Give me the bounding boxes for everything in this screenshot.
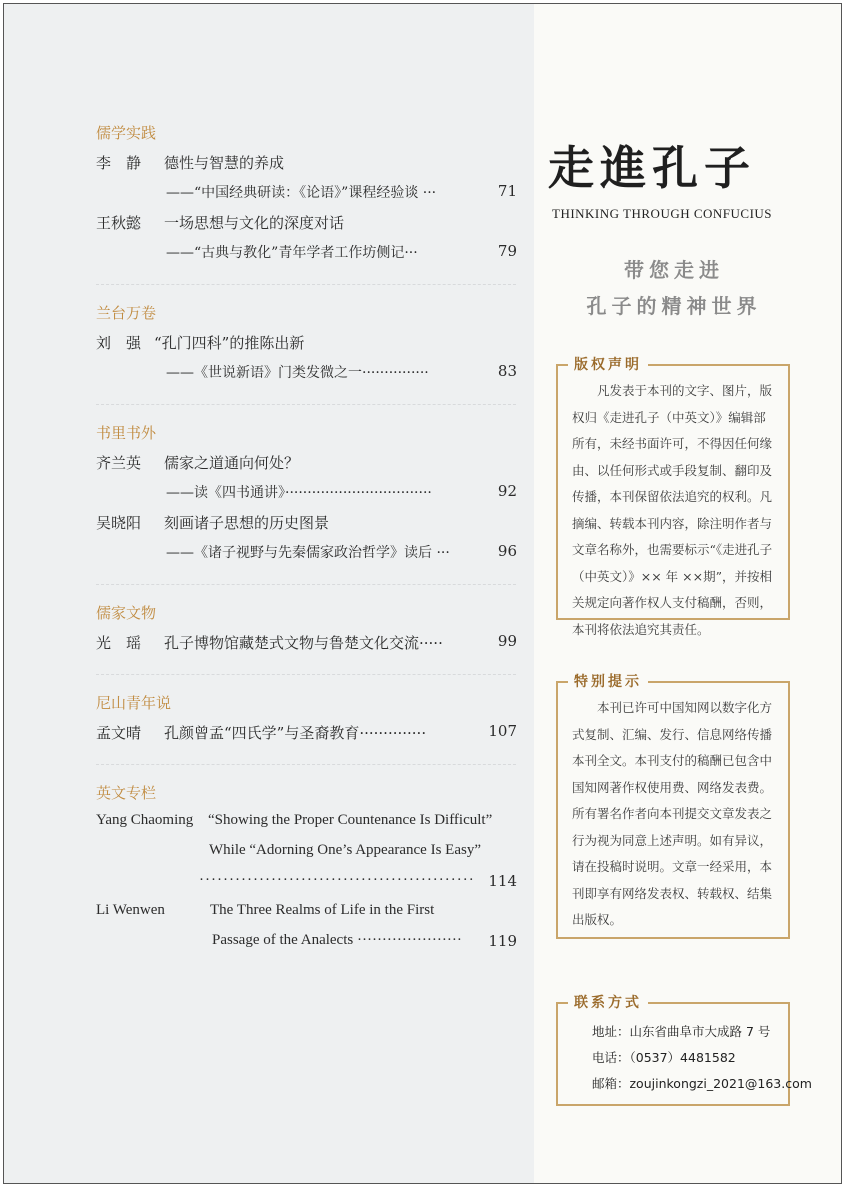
entry-title: 孔颜曾孟“四氏学”与圣裔教育·············· bbox=[164, 724, 427, 742]
section-title: 尼山青年说 bbox=[96, 694, 172, 712]
section-title: 兰台万卷 bbox=[96, 304, 157, 322]
contact-email: 邮箱：zoujinkongzi_2021@163.com bbox=[592, 1076, 812, 1091]
contact-label: 联系方式 bbox=[568, 992, 648, 1012]
magazine-english-name: THINKING THROUGH CONFUCIUS bbox=[552, 206, 773, 221]
notice-label: 特别提示 bbox=[568, 671, 648, 691]
copyright-text: 凡发表于本刊的文字、图片，版权归《走进孔子（中英文）》编辑部所有，未经书面许可，不得因任何缘由、以任何形式或手段复制、翻印及传播，本刊保留依法追究的权利。凡摘编、转载本刊内容，除注明作者与文章名称外，也需要标示“《走进孔子（中英文）》×× 年 ××期”，并按相关规定向著作权人支付稿酬，否则，本刊将依法追究其责任。 bbox=[572, 383, 773, 637]
copyright-label: 版权声明 bbox=[568, 354, 648, 374]
entry-title: The Three Realms of Life in the First bbox=[210, 902, 435, 918]
divider bbox=[96, 284, 516, 285]
entry-page: 114 bbox=[488, 872, 517, 890]
contact-phone: 电话：（0537）4481582 bbox=[592, 1050, 736, 1065]
entry-title: “孔门四科”的推陈出新 bbox=[154, 334, 305, 352]
entry-title: 儒家之道通向何处？ bbox=[164, 454, 300, 472]
notice-text: 本刊已许可中国知网以数字化方式复制、汇编、发行、信息网络传播本刊全文。本刊支付的稿酬已包含中国知网著作权使用费、网络发表费。所有署名作者向本刊提交文章发表之行为视为同意上述声明。如有异议，请在投稿时说明。文章一经采用，本刊即享有网络发表权、转载权、结集出版权。 bbox=[572, 700, 773, 927]
section-title: 儒家文物 bbox=[96, 604, 157, 622]
slogan-line-1: 带您走进 bbox=[624, 258, 724, 282]
section-title: 英文专栏 bbox=[96, 784, 157, 802]
entry-subtitle: ——《世说新语》门类发微之一··············· bbox=[166, 365, 429, 381]
contact-box bbox=[556, 995, 812, 1106]
entry-page: 79 bbox=[497, 242, 517, 260]
entry-author: Li Wenwen bbox=[96, 902, 165, 918]
entry-page: 71 bbox=[497, 182, 517, 200]
entry-page: 99 bbox=[497, 632, 517, 650]
copyright-box bbox=[556, 357, 790, 637]
entry-author: 刘 强 bbox=[96, 334, 142, 352]
entry-page: 92 bbox=[497, 482, 517, 500]
notice-box bbox=[556, 674, 790, 939]
entry-author: 齐兰英 bbox=[96, 454, 142, 472]
entry-page: 83 bbox=[497, 362, 517, 380]
divider bbox=[96, 764, 516, 765]
entry-author: 光 瑶 bbox=[96, 634, 142, 652]
entry-title-continued: While “Adorning One’s Appearance Is Easy” bbox=[209, 842, 481, 858]
entry-author: 孟文晴 bbox=[96, 724, 142, 742]
divider bbox=[96, 404, 516, 405]
magazine-page bbox=[3, 3, 842, 1184]
entry-title: “Showing the Proper Countenance Is Difficult” bbox=[208, 812, 493, 828]
entry-subtitle: ——《诸子视野与先秦儒家政治哲学》读后 ··· bbox=[166, 545, 450, 561]
entry-author: Yang Chaoming bbox=[96, 812, 194, 828]
entry-title: 一场思想与文化的深度对话 bbox=[164, 214, 345, 232]
section-title: 书里书外 bbox=[96, 424, 157, 442]
entry-subtitle: ——“中国经典研读：《论语》”课程经验谈 ··· bbox=[166, 185, 437, 201]
entry-page: 119 bbox=[488, 932, 517, 950]
section-title: 儒学实践 bbox=[96, 124, 157, 142]
entry-subtitle: ——读《四书通讲》································· bbox=[166, 485, 432, 501]
magazine-logo: 走進孔子 bbox=[548, 141, 756, 195]
entry-title: 孔子博物馆藏楚式文物与鲁楚文化交流····· bbox=[164, 634, 443, 652]
entry-author: 李 静 bbox=[96, 154, 142, 172]
table-of-contents bbox=[4, 4, 534, 1183]
contact-address: 地址：山东省曲阜市大成路 7 号 bbox=[592, 1024, 771, 1039]
entry-author: 王秋懿 bbox=[96, 214, 142, 232]
divider bbox=[96, 674, 516, 675]
entry-subtitle: ——“古典与教化”青年学者工作坊侧记··· bbox=[166, 245, 418, 261]
slogan-line-2: 孔子的精神世界 bbox=[586, 294, 762, 318]
masthead-panel bbox=[534, 4, 841, 1183]
entry-page: 96 bbox=[497, 542, 517, 560]
entry-title-continued: Passage of the Analects ····················· bbox=[212, 932, 462, 948]
divider bbox=[96, 584, 516, 585]
leader-dots: ·············································· bbox=[199, 872, 475, 888]
entry-title: 德性与智慧的养成 bbox=[164, 154, 285, 172]
entry-page: 107 bbox=[488, 722, 517, 740]
entry-author: 吴晓阳 bbox=[96, 514, 142, 532]
entry-title: 刻画诸子思想的历史图景 bbox=[164, 514, 330, 532]
